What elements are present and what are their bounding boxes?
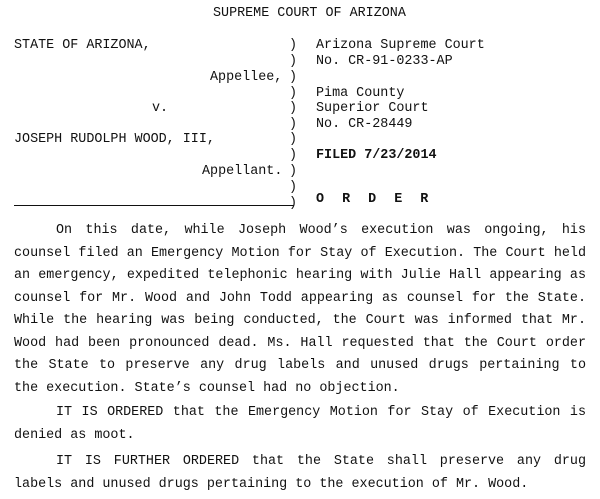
caption-paren: ) <box>289 54 298 69</box>
caption-paren: ) <box>289 70 298 85</box>
versus-label: v. <box>152 101 169 116</box>
party-state-role: Appellee, <box>210 70 283 85</box>
caption-paren: ) <box>289 101 298 116</box>
order-paragraph-1: On this date, while Joseph Wood’s execution was ongoing, his counsel filed an Emergency Motion for Stay of Execution. The Court held an emergency, expedited telephonic hearing with Julie Hall appearing as counsel for Mr. Wood and John Todd appearing as counsel for the State. While the hearing was being conducted, the Court was informed that Mr. Wood had been pronounced dead. Ms. Hall requested that the Court order the State to preserve any drug labels and unused drugs pertaining to the execution. State’s counsel had no objection. <box>14 223 586 396</box>
lower-court-name: Superior Court <box>316 101 429 116</box>
caption-paren: ) <box>289 132 298 147</box>
party-state: STATE OF ARIZONA, <box>14 38 151 53</box>
caption-paren: ) <box>289 164 298 179</box>
party-defendant-role: Appellant. <box>202 164 283 179</box>
party-defendant: JOSEPH RUDOLPH WOOD, III, <box>14 132 215 147</box>
caption-paren: ) <box>289 38 298 53</box>
case-number: No. CR-91-0233-AP <box>316 54 453 69</box>
order-heading: O R D E R <box>316 192 434 207</box>
order-paragraph-3: IT IS FURTHER ORDERED that the State shall preserve any drug labels and unused drugs pertaining to the execution of Mr. Wood. <box>14 454 586 492</box>
caption-paren: ) <box>289 86 298 101</box>
order-paragraph-2: IT IS ORDERED that the Emergency Motion for Stay of Execution is denied as moot. <box>14 405 586 443</box>
caption-paren: ) <box>289 148 298 163</box>
caption-paren: ) <box>289 117 298 132</box>
filed-date: FILED 7/23/2014 <box>316 148 437 163</box>
court-title: SUPREME COURT OF ARIZONA <box>213 6 406 21</box>
caption-paren: ) <box>289 196 298 211</box>
county-name: Pima County <box>316 86 405 101</box>
lower-case-number: No. CR-28449 <box>316 117 413 132</box>
caption-paren: ) <box>289 180 298 195</box>
court-name: Arizona Supreme Court <box>316 38 485 53</box>
caption-underline <box>14 205 294 206</box>
